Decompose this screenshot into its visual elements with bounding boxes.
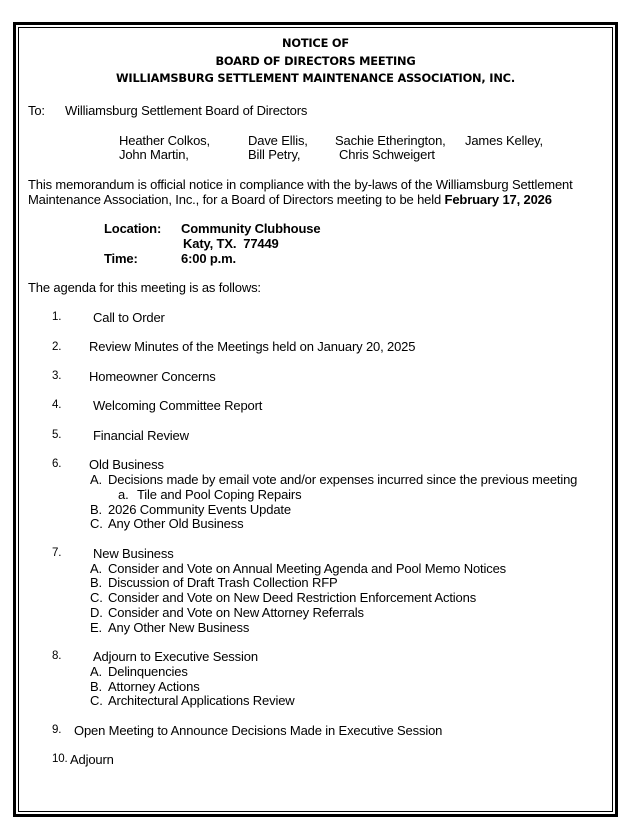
agenda-item-number: 1. [52,311,62,323]
to-label: To: [28,103,45,118]
sub-item-other-old-business: Any Other Old Business [108,516,244,531]
sub-item-architectural-review: Architectural Applications Review [108,693,295,708]
location-line-1: Community Clubhouse [181,221,321,236]
meeting-title: BOARD OF DIRECTORS MEETING [215,54,416,68]
sub-item-letter: A. [90,472,102,487]
sub-item-letter: A. [90,561,102,576]
agenda-item-welcoming-committee: Welcoming Committee Report [93,398,263,413]
agenda-item-number: 10. [52,753,68,765]
sub-item-community-events: 2026 Community Events Update [108,502,291,517]
director-name: Dave Ellis, [248,133,308,148]
director-name: James Kelley, [465,133,544,148]
sub-item-attorney-actions: Attorney Actions [108,679,200,694]
memo-line-2-text: Maintenance Association, Inc., for a Board of Directors meeting to be held [28,192,445,207]
director-name: John Martin, [119,147,189,162]
location-line-2: Katy, TX. 77449 [183,236,279,251]
sub-item-letter: A. [90,664,102,679]
agenda-item-adjourn: Adjourn [70,752,114,767]
sub-item-email-vote-decisions: Decisions made by email vote and/or expenses incurred since the previous meeting [108,472,578,487]
director-name: Sachie Etherington, [335,133,446,148]
meeting-date: February 17, 2026 [444,192,552,207]
location-label: Location: [104,221,162,236]
agenda-intro: The agenda for this meeting is as follows: [28,280,261,295]
agenda-item-number: 7. [52,547,62,559]
to-recipient: Williamsburg Settlement Board of Directors [65,103,308,118]
sub-item-letter: E. [90,620,102,635]
sub-item-deed-restriction: Consider and Vote on New Deed Restriction Enforcement Actions [108,590,477,605]
agenda-item-executive-session: Adjourn to Executive Session [93,649,258,664]
sub-item-other-new-business: Any Other New Business [108,620,250,635]
director-name: Heather Colkos, [119,133,210,148]
agenda-item-number: 6. [52,458,62,470]
agenda-item-number: 3. [52,370,62,382]
agenda-item-review-minutes: Review Minutes of the Meetings held on January 20, 2025 [89,339,416,354]
sub-item-letter: B. [90,575,102,590]
sub-sub-item-tile-pool-repairs: Tile and Pool Coping Repairs [137,487,302,502]
time-label: Time: [104,251,138,266]
agenda-item-financial-review: Financial Review [93,428,189,443]
sub-sub-item-letter: a. [118,487,129,502]
agenda-item-open-meeting: Open Meeting to Announce Decisions Made in Executive Session [74,723,443,738]
sub-item-trash-collection-rfp: Discussion of Draft Trash Collection RFP [108,575,338,590]
sub-item-letter: B. [90,502,102,517]
sub-item-letter: C. [90,693,103,708]
time-value: 6:00 p.m. [181,251,237,266]
agenda-item-call-to-order: Call to Order [93,310,165,325]
association-title: WILLIAMSBURG SETTLEMENT MAINTENANCE ASSOCIATION, INC. [116,71,515,85]
director-name: Bill Petry, [248,147,301,162]
agenda-item-number: 9. [52,724,62,736]
sub-item-letter: C. [90,590,103,605]
sub-item-letter: D. [90,605,103,620]
agenda-item-homeowner-concerns: Homeowner Concerns [89,369,216,384]
memo-line-2 [28,193,552,206]
agenda-item-number: 2. [52,341,62,353]
agenda-item-old-business: Old Business [89,457,164,472]
sub-item-letter: B. [90,679,102,694]
sub-item-letter: C. [90,516,103,531]
agenda-item-number: 8. [52,650,62,662]
memo-line-1: This memorandum is official notice in compliance with the by-laws of the Williamsburg Settlement [28,177,573,192]
agenda-item-number: 4. [52,399,62,411]
agenda-item-new-business: New Business [93,546,174,561]
agenda-item-number: 5. [52,429,62,441]
notice-title: NOTICE OF [282,36,349,50]
sub-item-annual-meeting-agenda: Consider and Vote on Annual Meeting Agenda and Pool Memo Notices [108,561,507,576]
sub-item-delinquencies: Delinquencies [108,664,188,679]
sub-item-attorney-referrals: Consider and Vote on New Attorney Referrals [108,605,364,620]
director-name: Chris Schweigert [339,147,435,162]
